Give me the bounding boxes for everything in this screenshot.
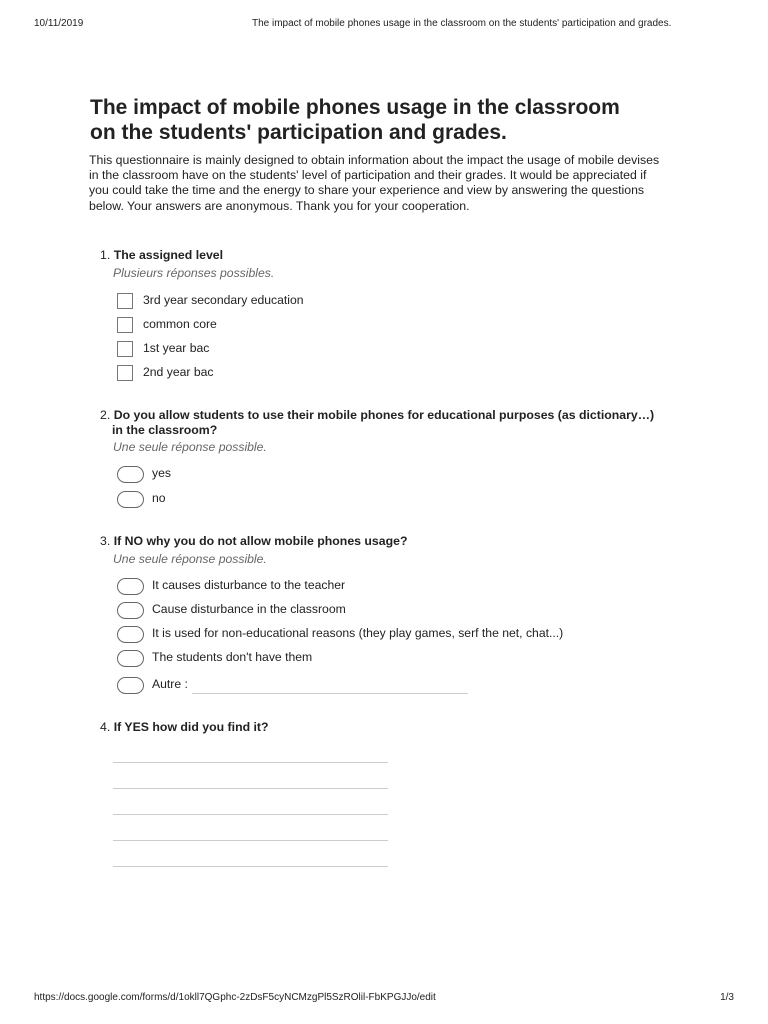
print-footer bbox=[34, 992, 734, 1006]
radio-oval[interactable] bbox=[117, 677, 144, 694]
question-number: 4. bbox=[100, 720, 111, 734]
question-number: 3. bbox=[100, 534, 111, 548]
option-label: no bbox=[152, 491, 166, 505]
question-text: If YES how did you find it? bbox=[113, 720, 269, 734]
radio-oval[interactable] bbox=[117, 650, 144, 667]
other-text-input[interactable] bbox=[192, 693, 468, 694]
answer-line[interactable] bbox=[113, 788, 388, 789]
option-label: It is used for non-educational reasons (they play games, serf the net, chat...) bbox=[152, 626, 564, 640]
checkbox[interactable] bbox=[117, 293, 133, 309]
form-title bbox=[90, 95, 690, 145]
question-2-title bbox=[100, 408, 654, 438]
page-number: 1/3 bbox=[720, 992, 734, 1003]
checkbox[interactable] bbox=[117, 365, 133, 381]
question-text-line-2: in the classroom? bbox=[112, 423, 218, 437]
question-4-title bbox=[100, 720, 269, 735]
answer-line[interactable] bbox=[113, 814, 388, 815]
option-label: 3rd year secondary education bbox=[143, 293, 304, 307]
form-title-line-2: on the students' participation and grades. bbox=[90, 121, 507, 144]
radio-oval[interactable] bbox=[117, 626, 144, 643]
print-title: The impact of mobile phones usage in the classroom on the students' participation and grades. bbox=[252, 18, 672, 29]
question-3-title bbox=[100, 534, 407, 549]
radio-oval[interactable] bbox=[117, 491, 144, 508]
question-text: If NO why you do not allow mobile phones usage? bbox=[113, 534, 408, 548]
option-other[interactable] bbox=[117, 677, 477, 697]
question-1-hint: Plusieurs réponses possibles. bbox=[113, 266, 275, 280]
answer-line[interactable] bbox=[113, 866, 388, 867]
radio-oval[interactable] bbox=[117, 466, 144, 483]
form-title-line-1: The impact of mobile phones usage in the classroom bbox=[90, 96, 620, 119]
radio-oval[interactable] bbox=[117, 602, 144, 619]
option-label: 2nd year bac bbox=[143, 365, 214, 379]
answer-line[interactable] bbox=[113, 840, 388, 841]
checkbox[interactable] bbox=[117, 317, 133, 333]
option-label: The students don't have them bbox=[152, 650, 313, 664]
checkbox[interactable] bbox=[117, 341, 133, 357]
question-text: Do you allow students to use their mobile phones for educational purposes (as dictionary…) bbox=[113, 408, 655, 422]
question-3-hint: Une seule réponse possible. bbox=[113, 552, 267, 566]
option-label: Autre : bbox=[152, 677, 188, 691]
question-number: 1. bbox=[100, 248, 111, 262]
answer-line[interactable] bbox=[113, 762, 388, 763]
option-label: 1st year bac bbox=[143, 341, 210, 355]
option-label: common core bbox=[143, 317, 217, 331]
print-url: https://docs.google.com/forms/d/1okll7QGphc-2zDsF5cyNCMzgPl5SzROlil-FbKPGJJo/edit bbox=[34, 992, 436, 1003]
print-header bbox=[34, 18, 734, 32]
radio-oval[interactable] bbox=[117, 578, 144, 595]
print-date: 10/11/2019 bbox=[34, 18, 84, 29]
question-number: 2. bbox=[100, 408, 111, 422]
question-2-hint: Une seule réponse possible. bbox=[113, 440, 267, 454]
option-label: yes bbox=[152, 466, 171, 480]
question-1-title bbox=[100, 248, 223, 263]
option-label: It causes disturbance to the teacher bbox=[152, 578, 346, 592]
question-text: The assigned level bbox=[113, 248, 224, 262]
option-label: Cause disturbance in the classroom bbox=[152, 602, 346, 616]
form-description: This questionnaire is mainly designed to obtain information about the impact the usage of mobile devises in the classroom have on the students' level of participation and their grades. It would be appreciated if you could take the time and the energy to share your experience and view by answering the questions below. Your answers are anonymous. Thank you for your cooperation. bbox=[89, 153, 660, 213]
